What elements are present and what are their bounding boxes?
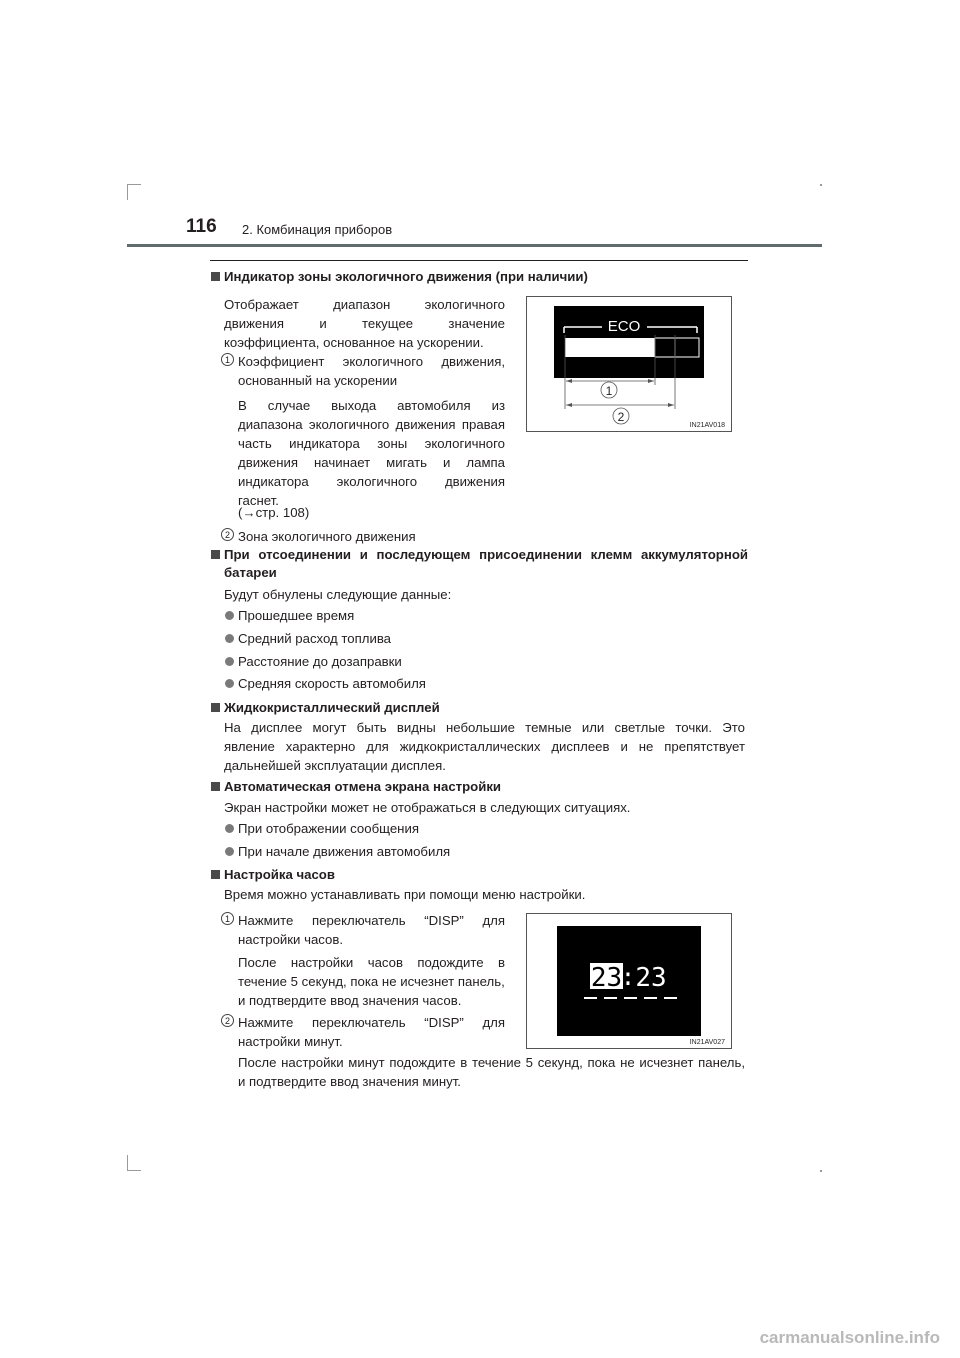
eco-label: ECO bbox=[607, 318, 641, 335]
eco-figure bbox=[526, 296, 732, 432]
header-rule bbox=[127, 244, 822, 247]
crop-mark-bottom-left-v bbox=[127, 1155, 128, 1171]
clock-separator: : bbox=[620, 963, 636, 991]
eco-note-line-3: часть индикатора зоны экологичного bbox=[238, 436, 505, 451]
bullet-icon bbox=[225, 847, 234, 856]
eco-indicator-illustration bbox=[527, 297, 731, 431]
lcd-line-3: дальнейшей эксплуатации дисплея. bbox=[224, 758, 446, 773]
eco-note-line-2: диапазона экологичного движения правая bbox=[238, 417, 505, 432]
callout-2-icon: 2 bbox=[221, 528, 234, 541]
clock-heading: Настройка часов bbox=[211, 865, 335, 884]
eco-note-ref[interactable]: (→стр. 108) bbox=[238, 505, 310, 520]
clock-hours: 23 bbox=[590, 963, 623, 993]
auto-cancel-heading: Автоматическая отмена экрана настройки bbox=[211, 777, 501, 796]
crop-mark-bottom-right bbox=[820, 1170, 822, 1172]
auto-cancel-bullet-2: При начале движения автомобиля bbox=[238, 844, 451, 859]
eco-note-line-1: В случае выхода автомобиля из bbox=[238, 398, 505, 413]
page-number: 116 bbox=[186, 216, 217, 237]
bullet-icon bbox=[225, 824, 234, 833]
callout-1-icon: 1 bbox=[221, 912, 234, 925]
battery-bullet-3: Расстояние до дозаправки bbox=[238, 654, 402, 669]
eco-callout-2: 2 bbox=[617, 410, 625, 424]
clock-minutes: 23 bbox=[635, 963, 667, 993]
chapter-title: 2. Комбинация приборов bbox=[242, 222, 393, 237]
bullet-icon bbox=[225, 634, 234, 643]
clock-intro: Время можно устанавливать при помощи меню настройки. bbox=[224, 887, 586, 902]
crop-mark-top-left-h bbox=[127, 184, 141, 185]
battery-intro: Будут обнулены следующие данные: bbox=[224, 587, 452, 602]
eco-intro-line-3: коэффициента, основанное на ускорении. bbox=[224, 335, 484, 350]
eco-note-line-4: движения начинает мигать и лампа bbox=[238, 455, 505, 470]
crop-mark-top-left-v bbox=[127, 184, 128, 200]
clock-step2-line-1: Нажмите переключатель “DISP” для bbox=[238, 1015, 505, 1030]
square-bullet-icon bbox=[211, 550, 220, 559]
clock-figure bbox=[526, 913, 732, 1049]
lcd-line-1: На дисплее могут быть видны небольшие темные или светлые точки. Это bbox=[224, 720, 745, 735]
clock-step1-line-1: Нажмите переключатель “DISP” для bbox=[238, 913, 505, 928]
eco-note-line-6: гаснет. bbox=[238, 493, 279, 508]
square-bullet-icon bbox=[211, 870, 220, 879]
battery-heading-line-1: При отсоединении и последующем присоединении клемм аккумуляторной bbox=[211, 545, 748, 564]
clock-display-illustration bbox=[527, 914, 731, 1048]
auto-cancel-intro: Экран настройки может не отображаться в следующих ситуациях. bbox=[224, 800, 631, 815]
bullet-icon bbox=[225, 679, 234, 688]
square-bullet-icon bbox=[211, 703, 220, 712]
clock-step1-note-2: течение 5 секунд, пока не исчезнет панель, bbox=[238, 974, 505, 989]
clock-step2-note-2: и подтвердите ввод значения минут. bbox=[238, 1074, 461, 1089]
section-rule bbox=[210, 260, 748, 261]
eco-intro-line-2: движения и текущее значение bbox=[224, 316, 505, 331]
battery-heading-line-2: батареи bbox=[224, 565, 277, 580]
callout-1-icon: 1 bbox=[221, 353, 234, 366]
crop-mark-top-right bbox=[820, 184, 822, 186]
eco-item2: Зона экологичного движения bbox=[238, 529, 416, 544]
clock-step2-note-1: После настройки минут подождите в течение 5 секунд, пока не исчезнет панель, bbox=[238, 1055, 745, 1070]
eco-note-line-5: индикатора экологичного движения bbox=[238, 474, 505, 489]
auto-cancel-bullet-1: При отображении сообщения bbox=[238, 821, 419, 836]
clock-figure-id: IN21AV027 bbox=[689, 1039, 725, 1046]
eco-callout-1: 1 bbox=[605, 384, 613, 398]
clock-step1-note-1: После настройки часов подождите в bbox=[238, 955, 505, 970]
battery-bullet-2: Средний расход топлива bbox=[238, 631, 392, 646]
lcd-line-2: явление характерно для жидкокристаллических дисплеев и не препятствует bbox=[224, 739, 745, 754]
callout-2-icon: 2 bbox=[221, 1014, 234, 1027]
square-bullet-icon bbox=[211, 782, 220, 791]
bullet-icon bbox=[225, 611, 234, 620]
clock-step1-line-2: настройки часов. bbox=[238, 932, 344, 947]
eco-intro-line-1: Отображает диапазон экологичного bbox=[224, 297, 505, 312]
clock-step1-note-3: и подтвердите ввод значения часов. bbox=[238, 993, 462, 1008]
eco-item1-line-1: Коэффициент экологичного движения, bbox=[238, 354, 505, 369]
watermark: carmanualsonline.info bbox=[759, 1328, 940, 1347]
clock-step2-line-2: настройки минут. bbox=[238, 1034, 343, 1049]
eco-figure-id: IN21AV018 bbox=[689, 422, 725, 429]
bullet-icon bbox=[225, 657, 234, 666]
battery-bullet-1: Прошедшее время bbox=[238, 608, 355, 623]
battery-bullet-4: Средняя скорость автомобиля bbox=[238, 676, 426, 691]
eco-item1-line-2: основанный на ускорении bbox=[238, 373, 398, 388]
crop-mark-bottom-left-h bbox=[127, 1170, 141, 1171]
lcd-heading: Жидкокристаллический дисплей bbox=[211, 698, 440, 717]
eco-heading: Индикатор зоны экологичного движения (при наличии) bbox=[211, 267, 588, 286]
square-bullet-icon bbox=[211, 272, 220, 281]
